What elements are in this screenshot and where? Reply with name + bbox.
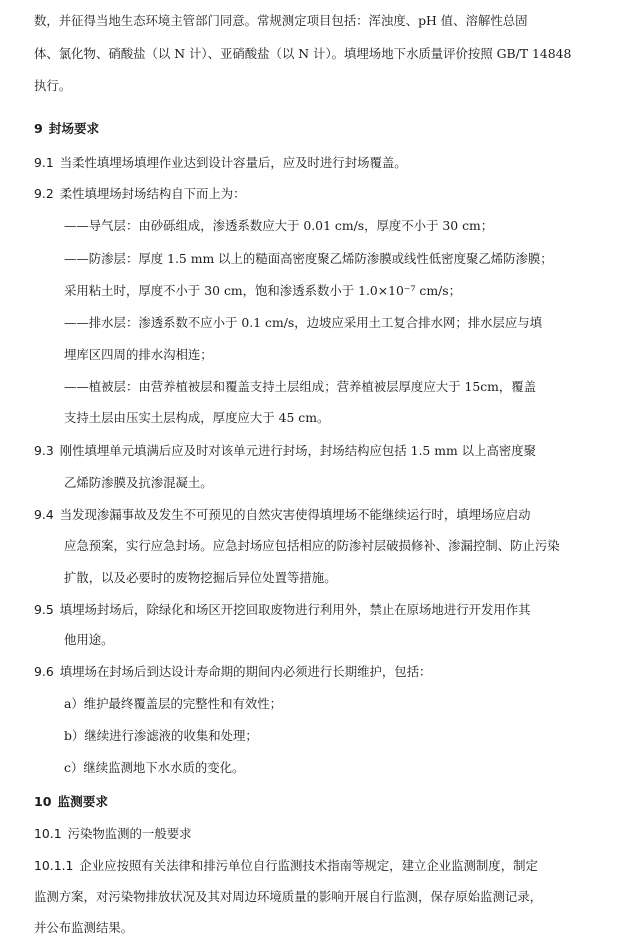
clause-9-5: 9.5 填埋场封场后，除绿化和场区开挖回取废物进行利用外，禁止在原场地进行开发用作其	[34, 602, 531, 617]
clause-9-1: 9.1 当柔性填埋场填埋作业达到设计容量后，应及时进行封场覆盖。	[34, 155, 407, 170]
clause-10-1: 10.1 污染物监测的一般要求	[34, 826, 192, 841]
paragraph-line: 应急预案，实行应急封场。应急封场应包括相应的防渗衬层破损修补、渗漏控制、防止污染	[64, 538, 560, 553]
paragraph-line: ——排水层：渗透系数不应小于 0.1 cm/s，边坡应采用土工复合排水网；排水层应与填	[64, 315, 543, 330]
paragraph-line: ——植被层：由营养植被层和覆盖支持土层组成；营养植被层厚度应大于 15cm，覆盖	[64, 379, 537, 394]
paragraph-line: 扩散，以及必要时的废物挖掘后异位处置等措施。	[64, 570, 337, 585]
paragraph-line: 采用粘土时，厚度不小于 30 cm，饱和渗透系数小于 1.0×10⁻⁷ cm/s；	[64, 283, 461, 298]
section-heading-9: 9 封场要求	[34, 121, 100, 136]
section-heading-10: 10 监测要求	[34, 794, 108, 809]
clause-9-3: 9.3 刚性填埋单元填满后应及时对该单元进行封场，封场结构应包括 1.5 mm 以上高密度聚	[34, 443, 537, 458]
paragraph-line: 数，并征得当地生态环境主管部门同意。常规测定项目包括：浑浊度、pH 值、溶解性总固	[34, 13, 528, 28]
paragraph-line: 体、氯化物、硝酸盐（以 N 计）、亚硝酸盐（以 N 计）。填埋场地下水质量评价按照 GB/T 14848	[34, 46, 572, 61]
list-item-a: a）维护最终覆盖层的完整性和有效性；	[64, 696, 283, 711]
paragraph-line: 支持土层由压实土层构成，厚度应大于 45 cm。	[64, 410, 330, 425]
paragraph-line: ——导气层：由砂砾组成，渗透系数应大于 0.01 cm/s，厚度不小于 30 cm；	[64, 218, 494, 233]
clause-10-1-1: 10.1.1 企业应按照有关法律和排污单位自行监测技术指南等规定，建立企业监测制度，制定	[34, 858, 538, 873]
paragraph-line: ——防渗层：厚度 1.5 mm 以上的糙面高密度聚乙烯防渗膜或线性低密度聚乙烯防渗膜；	[64, 251, 553, 266]
paragraph-line: 乙烯防渗膜及抗渗混凝土。	[64, 475, 213, 490]
paragraph-line: 执行。	[34, 78, 72, 93]
list-item-b: b）继续进行渗滤液的收集和处理；	[64, 728, 258, 743]
clause-9-6: 9.6 填埋场在封场后到达设计寿命期的期间内必须进行长期维护，包括：	[34, 664, 432, 679]
clause-9-2: 9.2 柔性填埋场封场结构自下而上为：	[34, 186, 246, 201]
clause-9-4: 9.4 当发现渗漏事故及发生不可预见的自然灾害使得填埋场不能继续运行时，填埋场应启动	[34, 507, 531, 522]
list-item-c: c）继续监测地下水水质的变化。	[64, 760, 245, 775]
paragraph-line: 并公布监测结果。	[34, 920, 134, 935]
paragraph-line: 监测方案，对污染物排放状况及其对周边环境质量的影响开展自行监测，保存原始监测记录，	[34, 889, 543, 904]
paragraph-line: 埋库区四周的排水沟相连；	[64, 347, 213, 362]
paragraph-line: 他用途。	[64, 632, 114, 647]
